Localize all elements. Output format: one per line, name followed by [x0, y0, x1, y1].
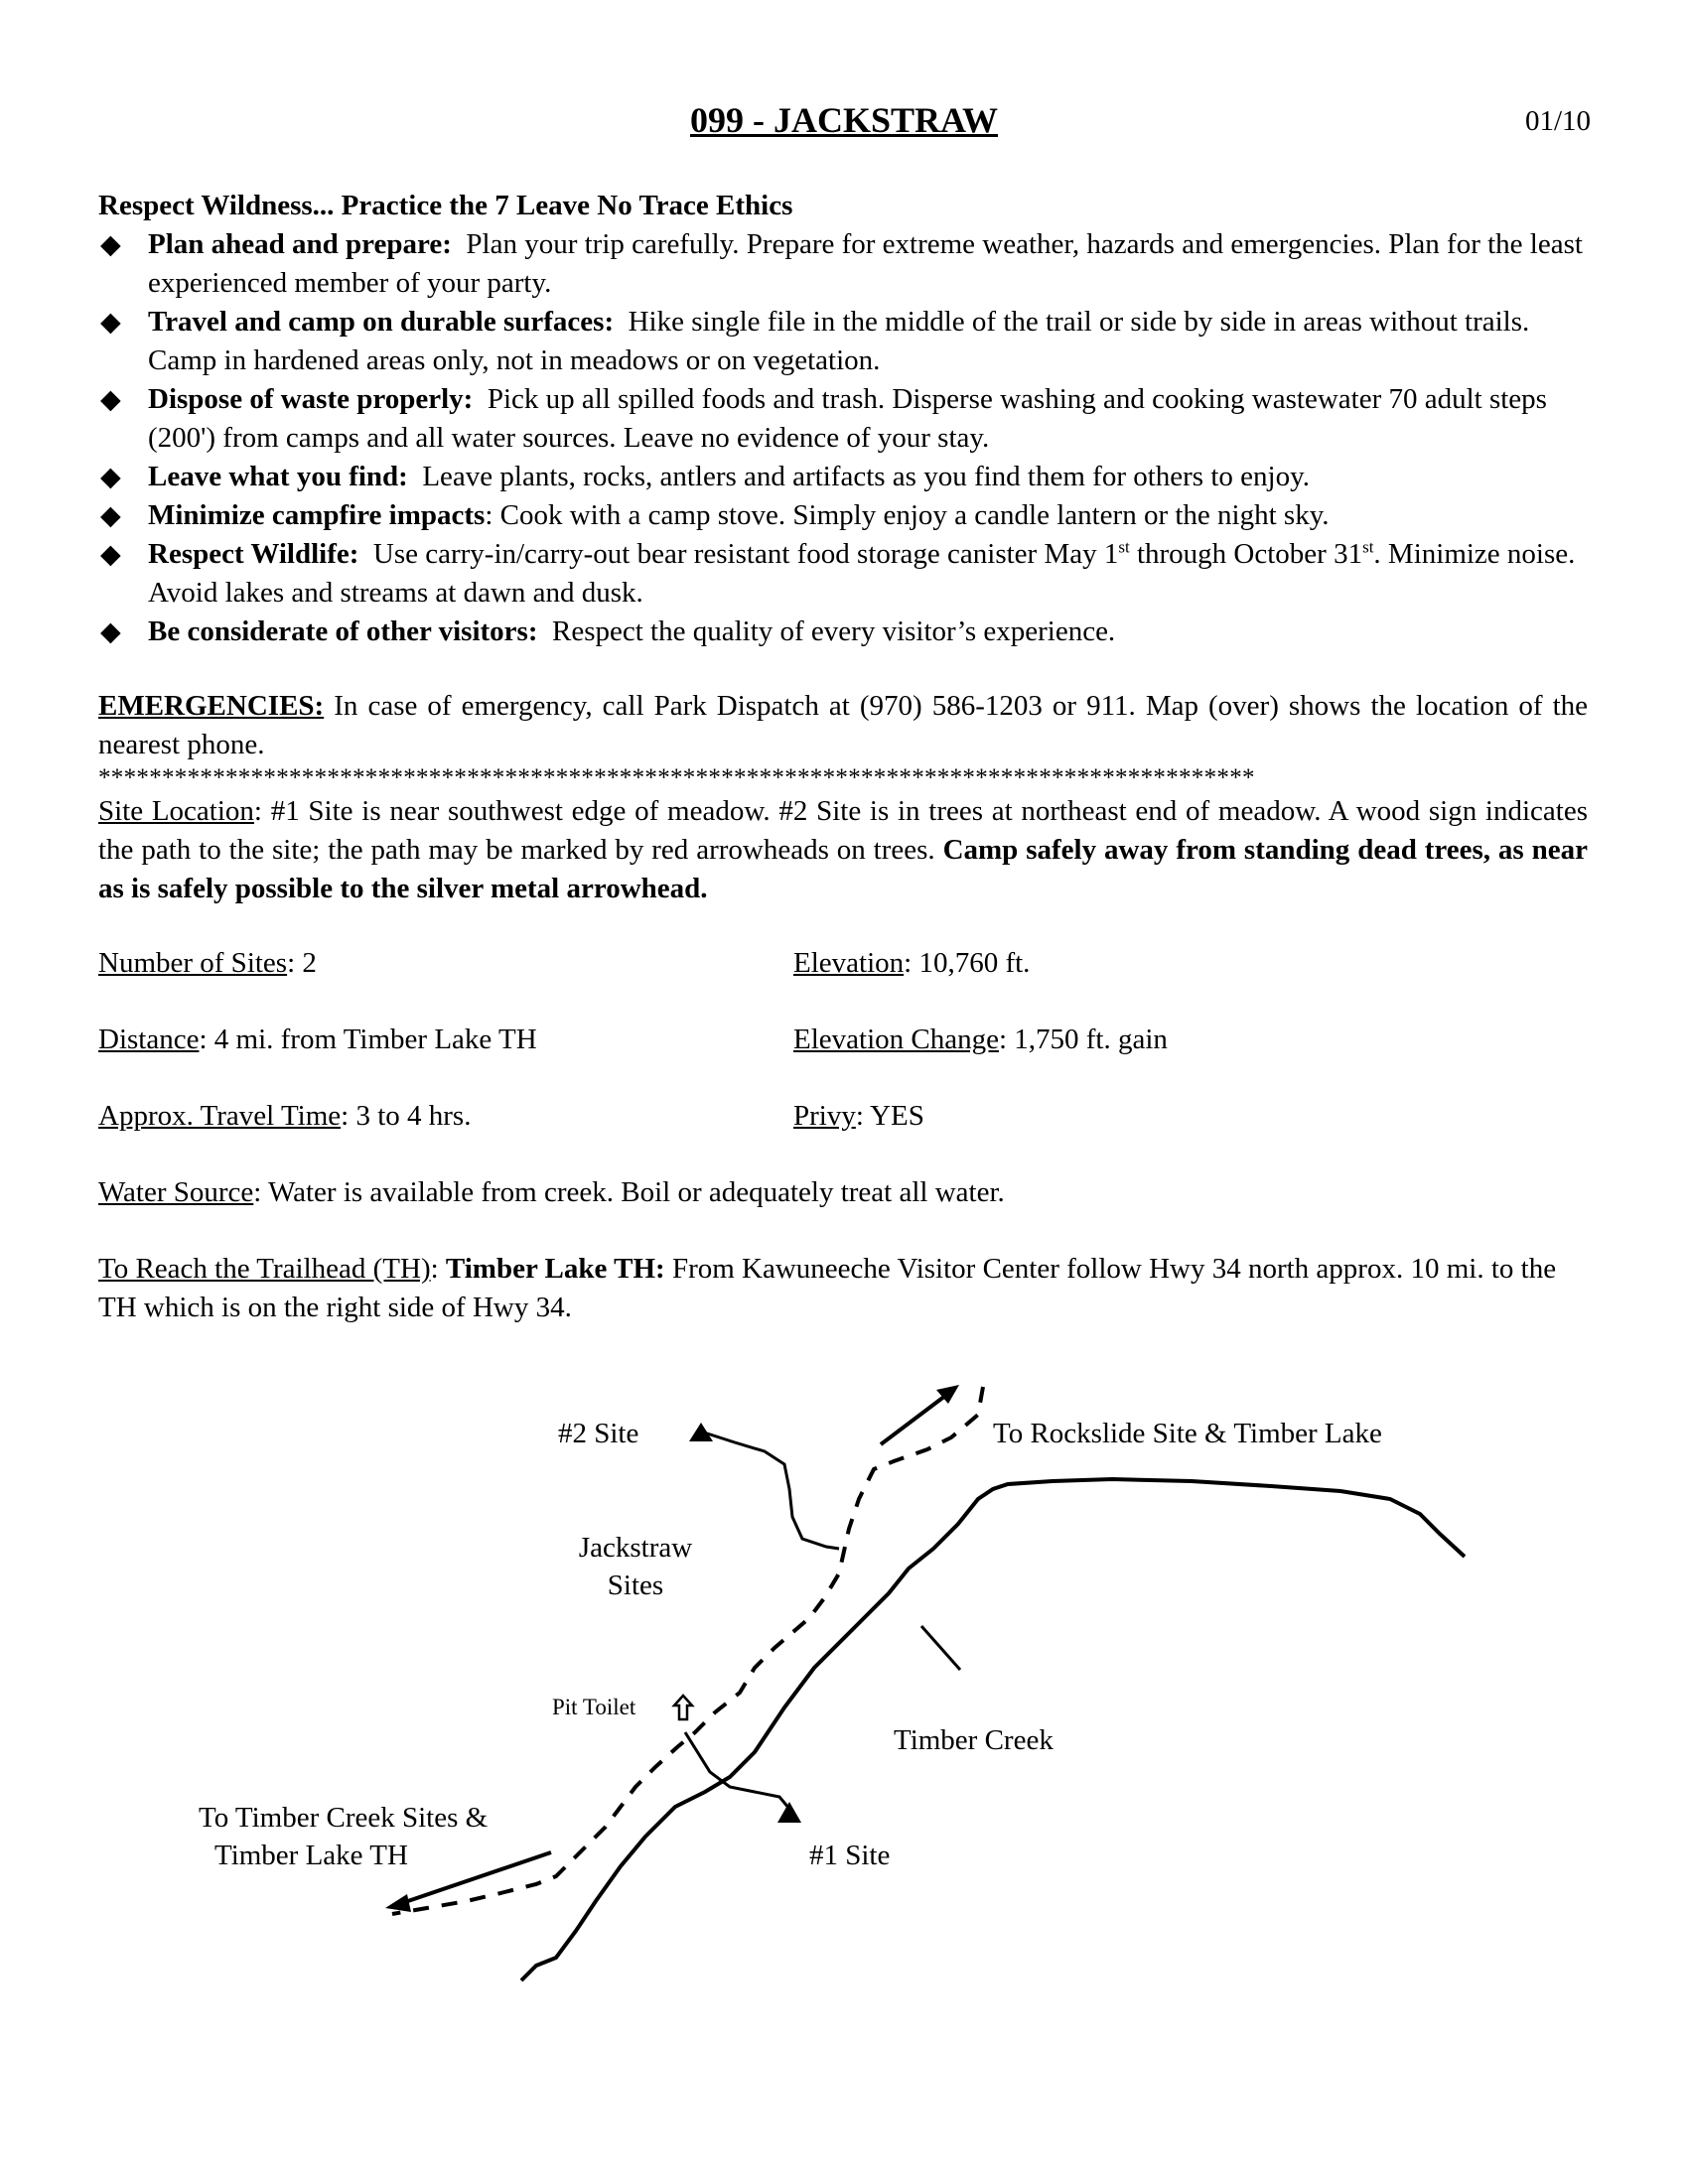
lnt-item-text: Use carry-in/carry-out bear resistant food storage canister May 1 — [372, 538, 1119, 570]
lnt-item-label: Plan ahead and prepare: — [148, 228, 452, 260]
lnt-item-text: : Cook with a camp stove. Simply enjoy a candle lantern or the night sky. — [485, 499, 1330, 531]
diamond-bullet-icon: ◆ — [100, 307, 121, 337]
revision-date: 01/10 — [1524, 105, 1591, 137]
trail-path — [392, 1387, 983, 1914]
lnt-item-label: Dispose of waste properly: — [148, 383, 474, 415]
site2-spur — [701, 1432, 839, 1549]
lnt-item — [98, 380, 1588, 458]
lnt-item-label: Travel and camp on durable surfaces: — [148, 306, 615, 338]
lnt-item-label: Respect Wildlife: — [148, 538, 359, 570]
emergencies-label: EMERGENCIES: — [98, 690, 325, 722]
lnt-item — [98, 225, 1588, 303]
lnt-item-label: Be considerate of other visitors: — [148, 615, 538, 647]
privy-value: : YES — [855, 1100, 924, 1132]
diamond-bullet-icon: ◆ — [100, 229, 121, 259]
site2-label: #2 Site — [558, 1418, 639, 1449]
diamond-bullet-icon: ◆ — [100, 539, 121, 569]
elevation-label: Elevation — [793, 947, 905, 979]
rockslide-label: To Rockslide Site & Timber Lake — [993, 1418, 1382, 1449]
sites-value: : 2 — [287, 947, 317, 979]
site1-label: #1 Site — [809, 1840, 891, 1871]
water-source-paragraph — [98, 1173, 1588, 1212]
arrow-northeast-icon — [881, 1396, 945, 1444]
lnt-item — [98, 458, 1588, 496]
site-location-warning: Camp safely away from standing dead trees, as near as is safely possible to the silver metal arrowhead. — [98, 834, 1588, 904]
distance-value: : 4 mi. from Timber Lake TH — [199, 1024, 537, 1055]
trailhead-paragraph — [98, 1250, 1588, 1327]
travel-time-label: Approx. Travel Time — [98, 1100, 342, 1132]
lnt-item-text: through October 31 — [1129, 538, 1363, 570]
facts-row — [98, 944, 1588, 983]
diamond-bullet-icon: ◆ — [100, 500, 121, 530]
travel-time-value: : 3 to 4 hrs. — [341, 1100, 472, 1132]
pit-toilet-label: Pit Toilet — [552, 1695, 636, 1719]
site-location-text: : #1 Site is near southwest edge of meadow. #2 Site is in trees at northeast end of meadow. A wood sign indicates the path to the site; the path may be marked by red arrowheads on trees. — [98, 795, 1589, 866]
diamond-bullet-icon: ◆ — [100, 462, 121, 491]
privy-label: Privy — [793, 1100, 856, 1132]
emergencies-text: In case of emergency, call Park Dispatch at (970) 586-1203 or 911. Map (over) shows the location of the nearest phone. — [98, 690, 1588, 760]
timber-creek-sites-label: Timber Lake TH — [214, 1840, 408, 1871]
elevation-change-value: : 1,750 ft. gain — [998, 1024, 1168, 1055]
lnt-item — [98, 496, 1588, 535]
trailhead-colon: : — [430, 1253, 446, 1285]
lnt-item — [98, 303, 1588, 380]
trailhead-label: To Reach the Trailhead (TH) — [98, 1253, 431, 1285]
lnt-item — [98, 613, 1588, 651]
water-source-text: : Water is available from creek. Boil or adequately treat all water. — [253, 1176, 1005, 1208]
diamond-bullet-icon: ◆ — [100, 384, 121, 414]
diamond-bullet-icon: ◆ — [100, 616, 121, 646]
lnt-heading: Respect Wildness... Practice the 7 Leave No Trace Ethics — [98, 190, 793, 221]
lnt-item-text: Plan your trip carefully. Prepare for extreme weather, hazards and emergencies. Plan for the least experienced member of your party. — [148, 228, 1583, 299]
creek-pointer — [921, 1626, 960, 1670]
lnt-item-text: Respect the quality of every visitor’s experience. — [552, 615, 1116, 647]
timber-creek-sites-label: To Timber Creek Sites & — [199, 1802, 489, 1834]
lnt-list — [98, 225, 1588, 651]
arrow-southwest-head — [385, 1894, 411, 1912]
elevation-change-label: Elevation Change — [793, 1024, 999, 1055]
lnt-item-text: Hike single file in the middle of the trail or side by side in areas without trails. Camp in hardened areas only, not in meadows or on vegetation. — [148, 306, 1530, 376]
trail-map — [0, 1370, 1688, 2005]
page-title: 099 - JACKSTRAW — [689, 100, 999, 140]
lnt-item-label: Minimize campfire impacts — [148, 499, 486, 531]
site-location-label: Site Location — [98, 795, 254, 827]
lnt-item-text: Pick up all spilled foods and trash. Disperse washing and cooking wastewater 70 adult steps (200') from camps and all water sources. Leave no evidence of your stay. — [148, 383, 1547, 454]
star-divider: ******************************************************************************************* — [98, 764, 1255, 791]
facts-row — [98, 1097, 1588, 1136]
sites-label: Number of Sites — [98, 947, 288, 979]
elevation-value: : 10,760 ft. — [904, 947, 1031, 979]
jackstraw-label: Sites — [607, 1570, 664, 1601]
timber-creek-label: Timber Creek — [894, 1724, 1054, 1756]
superscript: st — [1118, 537, 1130, 557]
arrow-southwest-icon — [402, 1852, 551, 1903]
lnt-item-text: Leave plants, rocks, antlers and artifacts as you find them for others to enjoy. — [422, 461, 1310, 492]
site1-tent-icon — [777, 1802, 801, 1823]
pit-toilet-icon — [674, 1696, 692, 1719]
site-location-paragraph — [98, 792, 1588, 908]
trailhead-text: From Kawuneeche Visitor Center follow Hwy 34 north approx. 10 mi. to the TH which is on the right side of Hwy 34. — [98, 1253, 1557, 1323]
lnt-item-label: Leave what you find: — [148, 461, 408, 492]
emergencies-paragraph — [98, 687, 1588, 764]
trailhead-name: Timber Lake TH: — [445, 1253, 665, 1285]
distance-label: Distance — [98, 1024, 200, 1055]
site2-tent-icon — [689, 1423, 713, 1441]
superscript: st — [1362, 537, 1374, 557]
jackstraw-label: Jackstraw — [578, 1532, 693, 1564]
lnt-item-text: . Minimize noise. Avoid lakes and streams at dawn and dusk. — [148, 538, 1576, 609]
lnt-item — [98, 535, 1588, 613]
facts-row — [98, 1021, 1588, 1059]
document-body — [98, 187, 1589, 1323]
water-source-label: Water Source — [98, 1176, 254, 1208]
